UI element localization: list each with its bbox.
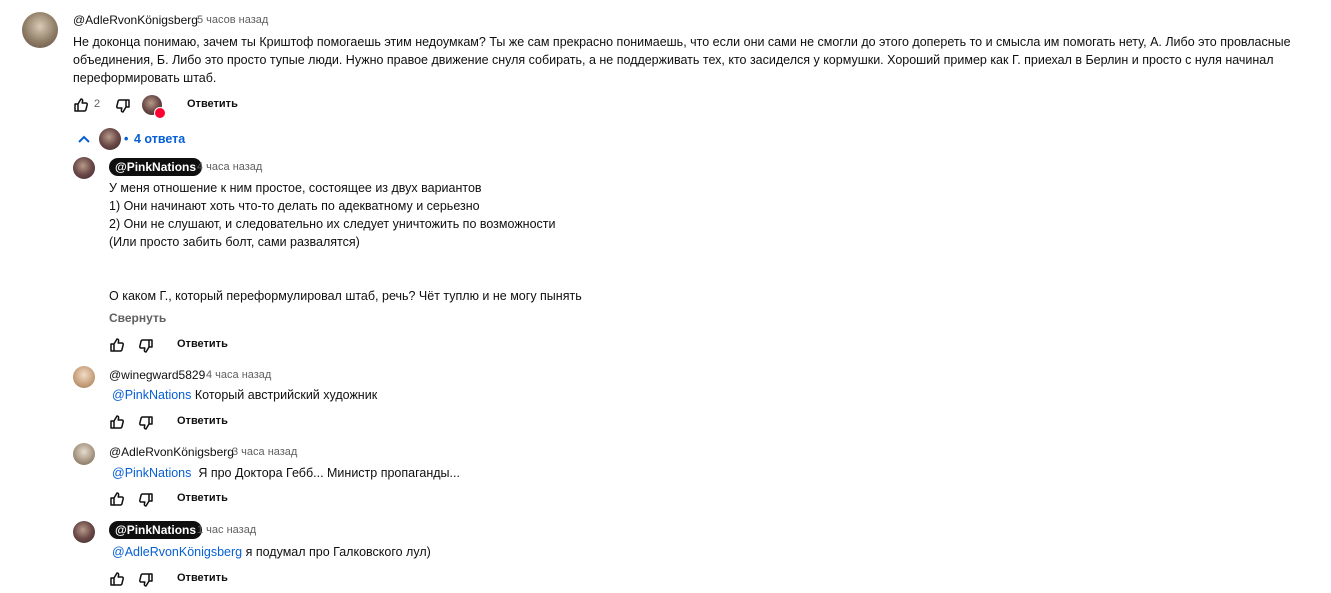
- avatar[interactable]: [22, 12, 58, 48]
- comment-time[interactable]: 1 час назад: [197, 524, 257, 536]
- thumbs-up-icon[interactable]: [109, 414, 125, 430]
- reply-line: (Или просто забить болт, сами развалятся): [109, 235, 360, 249]
- replies-dot: •: [124, 132, 129, 146]
- creator-badge-author[interactable]: @PinkNations: [109, 158, 202, 176]
- comment-time[interactable]: 5 часов назад: [197, 14, 269, 26]
- comment-line: объединения, Б. Либо это просто тупые люди. Нужно правое движение снуля собирать, а не поддерживать тех, кто засиделся у кормушки. Хороший пример как Г. приехал в Берлин и просто с нуля начинал: [73, 53, 1274, 67]
- chevron-up-icon[interactable]: [76, 131, 92, 147]
- reply-text: [109, 179, 582, 305]
- collapse-button[interactable]: Свернуть: [109, 311, 167, 325]
- comment-time[interactable]: 4 часа назад: [197, 161, 263, 173]
- reply-line: О каком Г., который переформулировал штаб, речь? Чёт туплю и не могу пынять: [109, 289, 582, 303]
- thumbs-down-icon[interactable]: [115, 98, 131, 114]
- reply-button[interactable]: Ответить: [177, 338, 228, 350]
- reply-button[interactable]: Ответить: [177, 492, 228, 504]
- like-count: 2: [94, 98, 101, 110]
- comment-author[interactable]: @AdleRvonKönigsberg: [73, 13, 198, 27]
- mention-link[interactable]: @PinkNations: [112, 466, 192, 480]
- reply-line: У меня отношение к ним простое, состоящее из двух вариантов: [109, 181, 482, 195]
- mention-link[interactable]: @AdleRvonKönigsberg: [112, 545, 243, 559]
- comment-text: [73, 33, 1328, 87]
- avatar[interactable]: [73, 366, 95, 388]
- replier-avatar: [99, 128, 121, 150]
- creator-heart-badge: [142, 95, 164, 117]
- reply-body: Который австрийский художник: [191, 388, 378, 402]
- comment-line: Не доконца понимаю, зачем ты Криштоф помогаешь этим недоумкам? Ты же сам прекрасно понимаешь, что если они сами не смогли до этого допереть то и смысла им помогать нету, А. Либо это провласные: [73, 35, 1291, 49]
- replies-toggle[interactable]: 4 ответа: [134, 132, 186, 146]
- avatar[interactable]: [73, 443, 95, 465]
- thumbs-up-icon[interactable]: [73, 97, 89, 113]
- thumbs-up-icon[interactable]: [109, 491, 125, 507]
- reply-button[interactable]: Ответить: [177, 572, 228, 584]
- reply-text: [112, 543, 431, 561]
- creator-badge-author[interactable]: @PinkNations: [109, 521, 202, 539]
- thumbs-down-icon[interactable]: [138, 415, 154, 431]
- heart-icon: [154, 107, 166, 119]
- thumbs-up-icon[interactable]: [109, 571, 125, 587]
- comment-time[interactable]: 4 часа назад: [206, 369, 272, 381]
- thumbs-down-icon[interactable]: [138, 492, 154, 508]
- thumbs-down-icon[interactable]: [138, 338, 154, 354]
- reply-text: [112, 386, 377, 404]
- reply-line: 2) Они не слушают, и следовательно их следует уничтожить по возможности: [109, 217, 556, 231]
- thumbs-down-icon[interactable]: [138, 572, 154, 588]
- reply-body: я подумал про Галковского лул): [242, 545, 431, 559]
- comment-author[interactable]: @AdleRvonKönigsberg: [109, 445, 234, 459]
- reply-line: 1) Они начинают хоть что-то делать по адекватному и серьезно: [109, 199, 480, 213]
- avatar[interactable]: [73, 157, 95, 179]
- blank-line: [109, 251, 582, 287]
- reply-body: Я про Доктора Гебб... Министр пропаганды...: [191, 466, 460, 480]
- comment-line: переформировать штаб.: [73, 71, 217, 85]
- mention-link[interactable]: @PinkNations: [112, 388, 192, 402]
- thumbs-up-icon[interactable]: [109, 337, 125, 353]
- comment-author[interactable]: @winegward5829: [109, 368, 206, 382]
- avatar[interactable]: [73, 521, 95, 543]
- reply-text: [112, 464, 460, 482]
- reply-button[interactable]: Ответить: [187, 98, 238, 110]
- reply-button[interactable]: Ответить: [177, 415, 228, 427]
- comment-time[interactable]: 3 часа назад: [232, 446, 298, 458]
